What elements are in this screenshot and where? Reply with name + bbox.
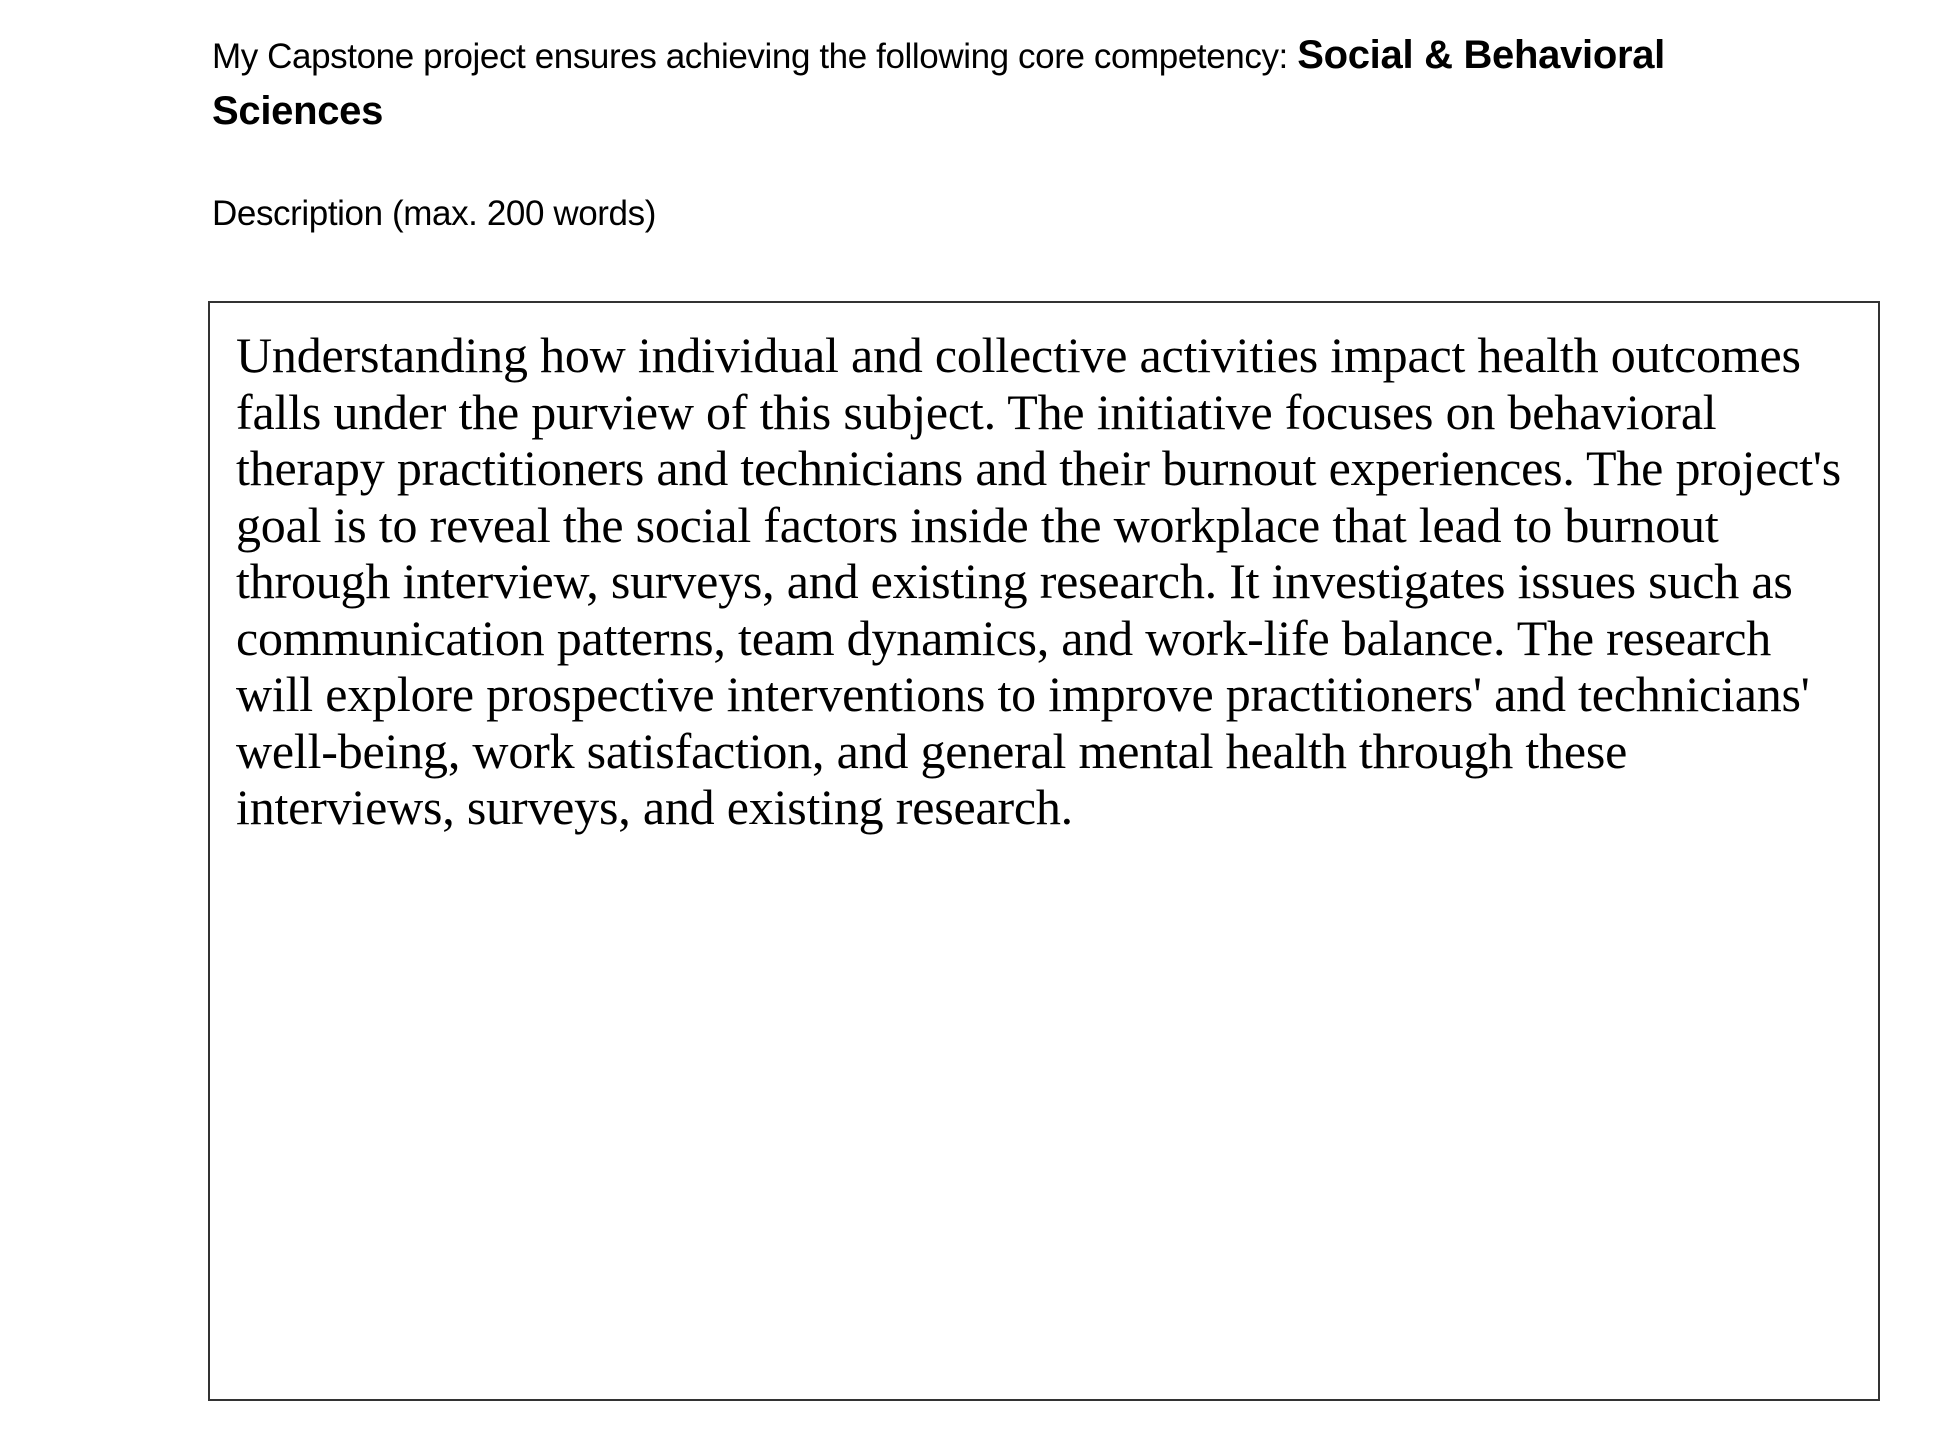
description-text-box[interactable] <box>208 301 1880 1401</box>
competency-prefix: My Capstone project ensures achieving the following core competency: <box>212 37 1298 76</box>
description-text: Understanding how individual and collective activities impact health outcomes falls under the purview of this subject. The initiative focuses on behavioral therapy practitioners and technicians and their burnout experiences. The project's goal is to reveal the social factors inside the workplace that lead to burnout through interview, surveys, and existing research. It investigates issues such as communication patterns, team dynamics, and work-life balance. The research will explore prospective interventions to improve practitioners' and technicians' well-being, work satisfaction, and general mental health through these interviews, surveys, and existing research. <box>236 327 1841 835</box>
description-label: Description (max. 200 words) <box>212 194 656 233</box>
competency-value: Social & Behavioral Sciences <box>212 33 1665 133</box>
competency-statement <box>212 28 1772 140</box>
